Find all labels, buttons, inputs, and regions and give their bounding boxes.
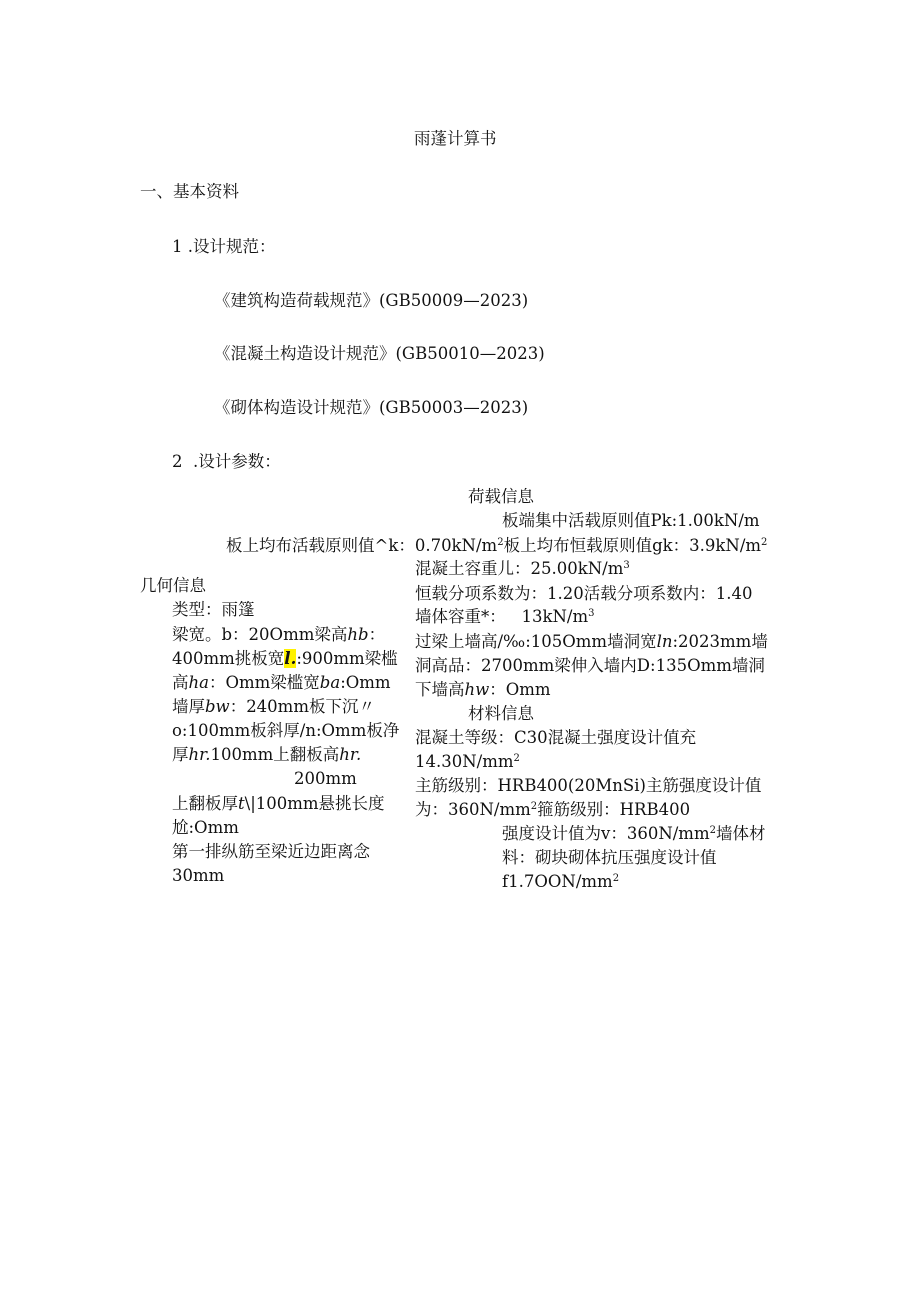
page-title: 雨蓬计算书 xyxy=(414,129,497,148)
load-info-heading: 荷载信息 xyxy=(468,487,534,506)
material-line-1: 混凝土等级：C30混凝土强度设计值充 xyxy=(415,728,697,747)
geometry-line-10: 尬:Omm xyxy=(172,818,239,837)
geometry-line-1: 类型：雨篷 xyxy=(172,600,255,619)
load-line-6: 过梁上墙高/‰:105Omm墙洞宽ln:2023mm墙 xyxy=(415,632,768,651)
material-line-4: 为：$360N/mm^2$箍筋级别：HRB400 xyxy=(415,800,691,819)
material-info-heading: 材料信息 xyxy=(468,704,534,723)
geometry-line-7: 厚hr.100mm上翻板高hr. xyxy=(172,745,362,764)
geometry-line-4: 高ha：Omm梁槛宽ba:Omm xyxy=(172,673,391,692)
load-line-1: 板端集中活载原则值Pk:1.00kN/m xyxy=(502,511,760,530)
load-line-2: 板上均布活载原则值^k：$0.70kN/m^2$板上均布恒载原则值gk：$3.9kN/m^2$ xyxy=(226,536,768,555)
geometry-line-12: 30mm xyxy=(172,866,225,885)
section-heading: 一、基本资料 xyxy=(140,182,239,201)
material-line-3: 主筋级别：HRB400(20MnSi)主筋强度设计值 xyxy=(415,776,762,795)
load-line-7: 洞高品：2700mm梁伸入墙内D:135Omm墙洞 xyxy=(415,656,765,675)
item-design-codes: 1 .设计规范： xyxy=(172,237,276,256)
material-line-5: 强度设计值为v：$360N/mm^2$墙体材 xyxy=(502,824,766,843)
item-design-params: 2 .设计参数： xyxy=(172,452,281,471)
material-line-6: 料：砌块砌体抗压强度设计值 xyxy=(502,848,717,867)
geometry-line-3: 400mm挑板宽l.:900mm梁槛 xyxy=(172,649,398,668)
material-line-2: $14.30N/mm^2$ xyxy=(415,752,520,771)
geometry-line-2: 梁宽。b：20Omm梁高hb： xyxy=(172,625,386,644)
geometry-line-9: 上翻板厚t\|100mm悬挑长度 xyxy=(172,794,385,813)
code-load: 《建筑构造荷载规范》(GB50009—2023) xyxy=(214,291,529,310)
geometry-line-5: 墙厚bw：240mm板下沉〃 xyxy=(172,697,375,716)
geometry-line-11: 第一排纵筋至梁近边距离念 xyxy=(172,842,370,861)
geometry-info-heading: 几何信息 xyxy=(140,576,206,595)
code-concrete: 《混凝土构造设计规范》(GB50010—2023) xyxy=(214,344,545,363)
load-line-4: 恒载分项系数为：1.20活载分项系数内：1.40 xyxy=(415,584,753,603)
load-line-8: 下墙高hw：Omm xyxy=(415,680,551,699)
code-masonry: 《砌体构造设计规范》(GB50003—2023) xyxy=(214,398,529,417)
highlighted-symbol: l. xyxy=(284,649,297,668)
geometry-line-6: o:100mm板斜厚/n:Omm板净 xyxy=(172,721,400,740)
load-line-5: 墙体容重*： $13kN/m^3$ xyxy=(415,607,595,626)
material-line-7: $f1.7OON/mm^2$ xyxy=(502,872,620,891)
load-line-3: 混凝土容重儿：$25.00kN/m^3$ xyxy=(415,559,630,578)
geometry-line-8: 200mm xyxy=(294,769,357,788)
